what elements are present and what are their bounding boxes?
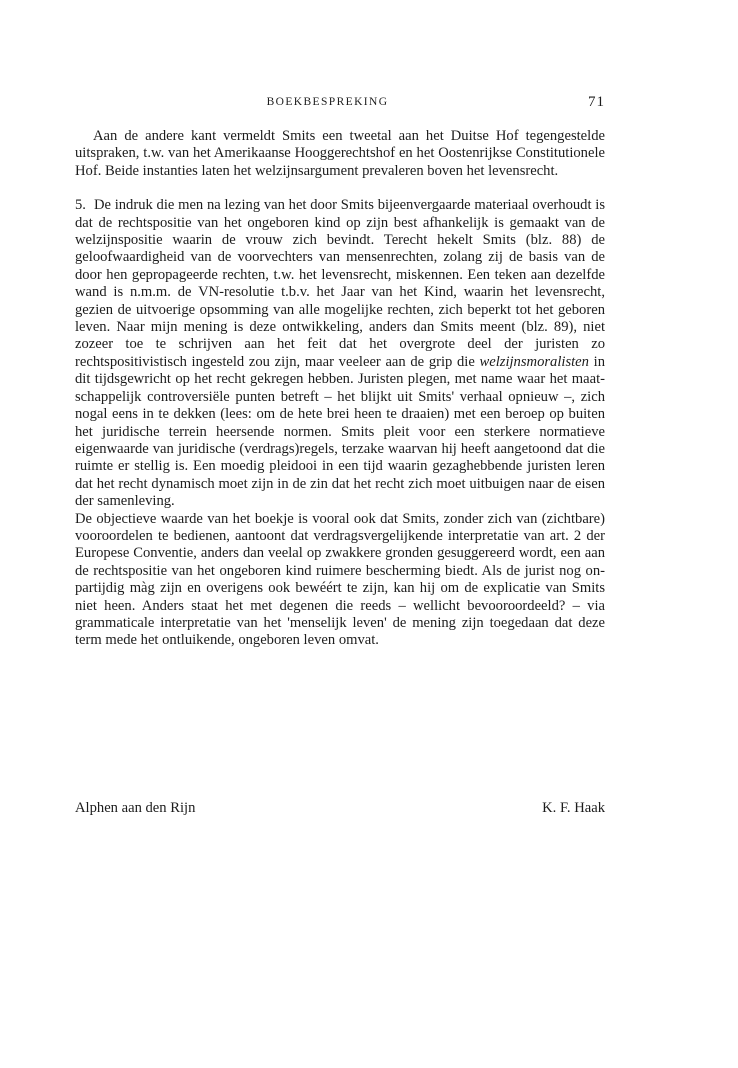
section-number: 5.	[75, 197, 86, 214]
paragraph-3: De objectieve waarde van het boekje is vooral ook dat Smits, zonder zich van (zichtbare) vooroordelen te bedienen, aantoont dat verdragsvergelijkende interpretatie van art. 2 der Europese Conventie, anders dan veelal op zwakkere gronden gesuggereerd wordt, een aan de rechtspositie van het ongeboren kind ruimere bescherming biedt. Als de jurist nog onpartijdig màg zijn en overigens ook bewéért te zijn, kan hij om de explicatie van Smits niet heen. Anders staat het met degenen die reeds – wellicht bevooroordeeld? – via grammaticale interpretatie van het 'menselijk leven' de mening zijn toegedaan dat deze term mede het ontluikende, ongeboren leven omvat.	[75, 510, 605, 649]
emphasis-term: welzijnsmoralisten	[479, 353, 589, 370]
running-head	[75, 94, 605, 112]
signature-row	[75, 800, 605, 820]
body-text	[75, 128, 605, 650]
paragraph-2	[75, 197, 605, 510]
paragraph-2-text-a: De indruk die men na lezing van het door Smits bijeenvergaarde materiaal overhoudt is dat de rechtspositie van het ongeboren kind op zijn best afhankelijk is gemaakt van de welzijnspositie waarin de vrouw zich bevindt. Terecht hekelt Smits (blz. 88) de geloofwaardigheid van de voorvechters van mensenrechten, zolang zij de basis van de door hen gepropageerde rechten, t.w. het levensrecht, miskennen. Een teken aan dezelfde wand is n.m.m. de VN-resolutie t.b.v. het Jaar van het Kind, waarin het levensrecht, gezien de uitvoerige opsomming van alle mogelijke rechten, zich beperkt tot het geboren leven. Naar mijn mening is deze ontwikkeling, anders dan Smits meent (blz. 89), niet zozeer toe te schrijven aan het feit dat het overgrote deel der juristen zo rechtspositivistisch ingesteld zou zijn, maar veeleer aan de grip die	[75, 197, 605, 370]
signature-place: Alphen aan den Rijn	[75, 800, 196, 816]
paragraph-2-text-b: in dit tijdsgewricht op het recht gekregen hebben. Juristen plegen, met name waar het maatschappelijk controversiële punten betreft – het blijkt uit Smits' verhaal opnieuw –, zich nogal eens in te dekken (lees: om de hete brei heen te draaien) met een beroep op buiten het juridische terrein heersende normen. Smits pleit voor een sterkere normatieve eigenwaarde van juridische (verdrags)regels, terzake waarvan hij heeft aangetoond dat die ruimte er stellig is. Een moedig pleidooi in een tijd waarin gezaghebbende juristen leren dat het recht dynamisch moet zijn in de zin dat het recht zich moet uitbuigen naar de eisen der samenleving.	[75, 353, 605, 510]
signature-author: K. F. Haak	[542, 800, 605, 816]
page-number: 71	[588, 94, 605, 110]
paragraph-1: Aan de andere kant vermeldt Smits een tweetal aan het Duitse Hof tegengestelde uitspraken, t.w. van het Amerikaanse Hooggerechtshof en het Oostenrijkse Constitutionele Hof. Beide instanties laten het welzijnsargument prevaleren boven het levensrecht.	[75, 128, 605, 179]
running-title: BOEKBESPREKING	[266, 96, 389, 108]
page-bottom-margin	[0, 840, 738, 1068]
